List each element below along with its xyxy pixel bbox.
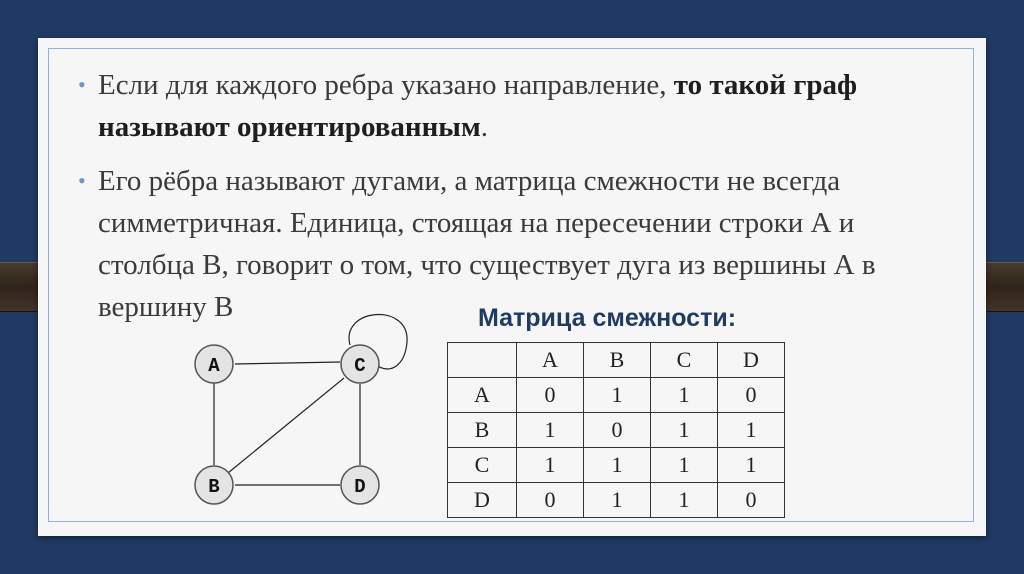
matrix-cell: 1 (718, 413, 785, 448)
matrix-cell: 1 (517, 413, 584, 448)
bullet-1-bold-text: то такой граф называют ориентированным (98, 69, 858, 143)
graph-node-d-label: D (354, 476, 366, 498)
graph-node-a (195, 345, 233, 383)
matrix-row (448, 378, 785, 413)
matrix-row-label: C (448, 448, 517, 483)
matrix-cell: 1 (651, 448, 718, 483)
matrix-cell: 0 (584, 413, 651, 448)
bullet-dot-icon: • (78, 168, 86, 193)
adjacency-matrix-table (447, 342, 785, 518)
bullet-1-end: . (480, 111, 488, 143)
matrix-header-cell: D (718, 343, 785, 378)
matrix-row (448, 413, 785, 448)
graph-node-b-label: B (208, 476, 220, 498)
graph-node-c-label: C (354, 355, 366, 377)
matrix-row-label: A (448, 378, 517, 413)
graph-edge-c-b (228, 378, 344, 473)
bullet-2-text: Его рёбра называют дугами, а матрица смежности не всегда симметричная. Единица, стоящая на пересечении строки А и столбца В, говорит о том, что существует дуга из вершины А в вершину В (98, 165, 876, 323)
directed-graph (180, 300, 420, 520)
matrix-cell: 1 (651, 378, 718, 413)
matrix-cell: 1 (584, 378, 651, 413)
matrix-header-cell: C (651, 343, 718, 378)
bullet-point-1 (78, 64, 958, 148)
matrix-cell: 0 (517, 483, 584, 518)
matrix-cell: 1 (651, 413, 718, 448)
matrix-cell: 0 (517, 378, 584, 413)
matrix-cell: 1 (584, 448, 651, 483)
bullet-1-normal-text: Если для каждого ребра указано направление, (98, 69, 674, 101)
matrix-header-cell: B (584, 343, 651, 378)
graph-node-a-label: A (208, 355, 220, 377)
matrix-row (448, 448, 785, 483)
graph-edge-a-c (235, 362, 340, 364)
matrix-row (448, 483, 785, 518)
matrix-corner-cell (448, 343, 517, 378)
matrix-cell: 1 (517, 448, 584, 483)
graph-node-c (341, 345, 379, 383)
matrix-cell: 0 (718, 483, 785, 518)
matrix-cell: 1 (718, 448, 785, 483)
matrix-header-row (448, 343, 785, 378)
matrix-row-label: D (448, 483, 517, 518)
graph-node-d (341, 466, 379, 504)
matrix-cell: 1 (651, 483, 718, 518)
graph-node-b (195, 466, 233, 504)
matrix-header-cell: A (517, 343, 584, 378)
bullet-dot-icon: • (78, 72, 86, 97)
matrix-cell: 1 (584, 483, 651, 518)
matrix-row-label: B (448, 413, 517, 448)
matrix-cell: 0 (718, 378, 785, 413)
matrix-title: Матрица смежности: (478, 304, 737, 332)
